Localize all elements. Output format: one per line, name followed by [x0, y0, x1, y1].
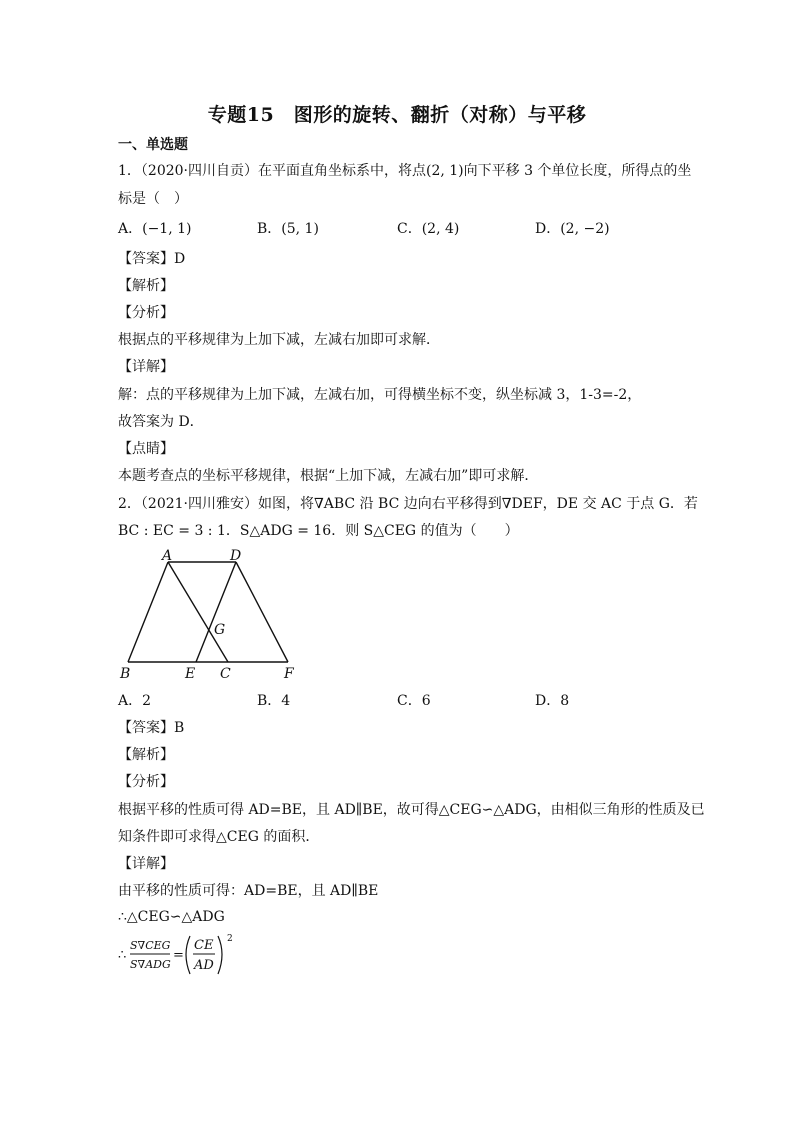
- q2-detail-line1: 由平移的性质可得：AD=BE，且 AD∥BE: [118, 883, 379, 899]
- segment-ab: [128, 562, 168, 662]
- q1-fenxi-text: 根据点的平移规律为上加下减，左减右加即可求解．: [118, 332, 440, 348]
- section-heading: 一、单选题: [118, 137, 188, 153]
- q1-answer: 【答案】D: [118, 251, 186, 267]
- q2-option-d: D．8: [535, 693, 570, 709]
- inner-denominator: AD: [194, 958, 214, 973]
- q1-stem-line1: 1．（2020·四川自贡）在平面直角坐标系中，将点(2, 1)向下平移 3 个单位长度，所得点的坐: [118, 163, 692, 179]
- q1-fenxi-label: 【分析】: [118, 305, 174, 321]
- q2-jiexi-label: 【解析】: [118, 747, 174, 763]
- q2-fenxi-text-line1: 根据平移的性质可得 AD=BE，且 AD∥BE，故可得△CEG∽△ADG，由相似三角形的性质及已: [118, 802, 705, 818]
- q1-dianjing-text: 本题考查点的坐标平移规律，根据“上加下减，左减右加”即可求解．: [118, 468, 539, 484]
- ratio-formula: [118, 932, 238, 978]
- q2-option-b: B．4: [257, 693, 291, 709]
- q1-xiangjie-label: 【详解】: [118, 359, 174, 375]
- q2-option-c: C．6: [397, 693, 431, 709]
- segment-df: [236, 562, 288, 662]
- q1-option-c: C．(2, 4): [397, 221, 460, 237]
- segment-ac: [168, 562, 228, 662]
- label-g: G: [214, 622, 226, 638]
- label-f: F: [284, 666, 294, 682]
- q1-detail-line2: 故答案为 D．: [118, 414, 204, 430]
- label-c: C: [220, 666, 231, 682]
- formula-denominator: S∇ADG: [130, 958, 171, 971]
- segment-de: [196, 562, 236, 662]
- q2-stem-line2: BC : EC = 3 : 1．S△ADG = 16．则 S△CEG 的值为（ ）: [118, 523, 519, 539]
- q1-option-a: A．(−1, 1): [118, 221, 192, 237]
- q2-answer: 【答案】B: [118, 720, 185, 736]
- page-title: 专题15 图形的旋转、翻折（对称）与平移: [207, 104, 587, 126]
- q1-jiexi-label: 【解析】: [118, 278, 174, 294]
- label-a: A: [162, 548, 173, 564]
- q2-xiangjie-label: 【详解】: [118, 856, 174, 872]
- q2-option-a: A．2: [118, 693, 152, 709]
- q2-fenxi-label: 【分析】: [118, 774, 174, 790]
- q1-stem-line2: 标是（ ）: [118, 191, 188, 207]
- label-e: E: [185, 666, 196, 682]
- q1-option-d: D．(2, −2): [535, 221, 610, 237]
- formula-numerator: S∇CEG: [130, 939, 171, 952]
- translation-figure: [112, 548, 312, 684]
- formula-exponent: 2: [227, 934, 233, 944]
- label-d: D: [230, 548, 242, 564]
- q1-dianjing-label: 【点睛】: [118, 441, 174, 457]
- q2-stem-line1: 2．（2021·四川雅安）如图，将∇ABC 沿 BC 边向右平移得到∇DEF，DE 交 AC 于点 G．若: [118, 496, 698, 512]
- inner-numerator: CE: [194, 938, 214, 953]
- q1-option-b: B．(5, 1): [257, 221, 319, 237]
- q1-detail-line1: 解：点的平移规律为上加下减，左减右加，可得横坐标不变，纵坐标减 3，1-3=-2，: [118, 387, 642, 403]
- formula-therefore: ∴: [118, 948, 127, 963]
- q2-detail-line2: ∴△CEG∽△ADG: [118, 909, 225, 925]
- left-paren: [186, 936, 190, 974]
- right-paren: [218, 936, 222, 974]
- label-b: B: [120, 666, 131, 682]
- formula-equals: =: [173, 948, 184, 963]
- q2-fenxi-text-line2: 知条件即可求得△CEG 的面积．: [118, 829, 320, 845]
